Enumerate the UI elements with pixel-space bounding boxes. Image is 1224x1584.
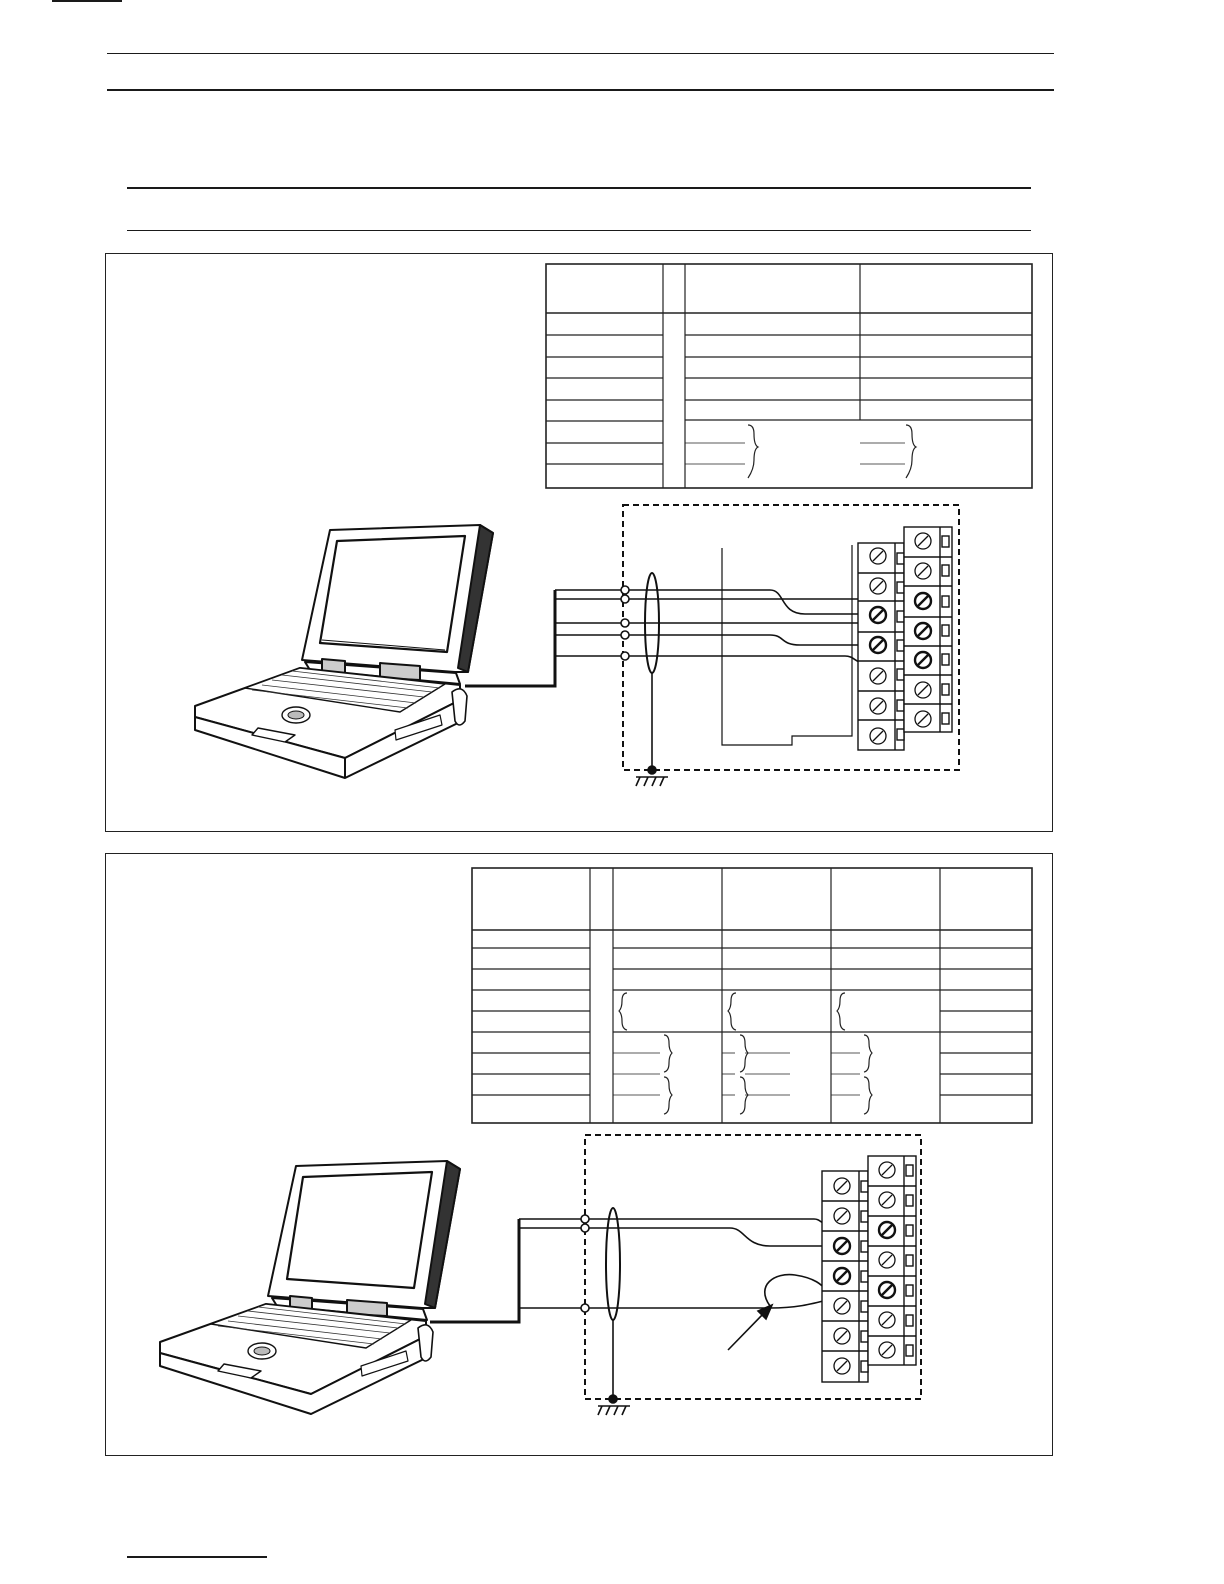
header-rule-thick — [107, 89, 1054, 91]
top-left-short-rule — [52, 0, 122, 2]
figure-2-panel — [105, 853, 1053, 1456]
section-rule-top — [127, 187, 1031, 189]
footer-rule — [127, 1556, 267, 1558]
header-rule-thin — [107, 53, 1054, 54]
figure-1-panel — [105, 253, 1053, 832]
section-rule-bottom — [127, 230, 1031, 231]
